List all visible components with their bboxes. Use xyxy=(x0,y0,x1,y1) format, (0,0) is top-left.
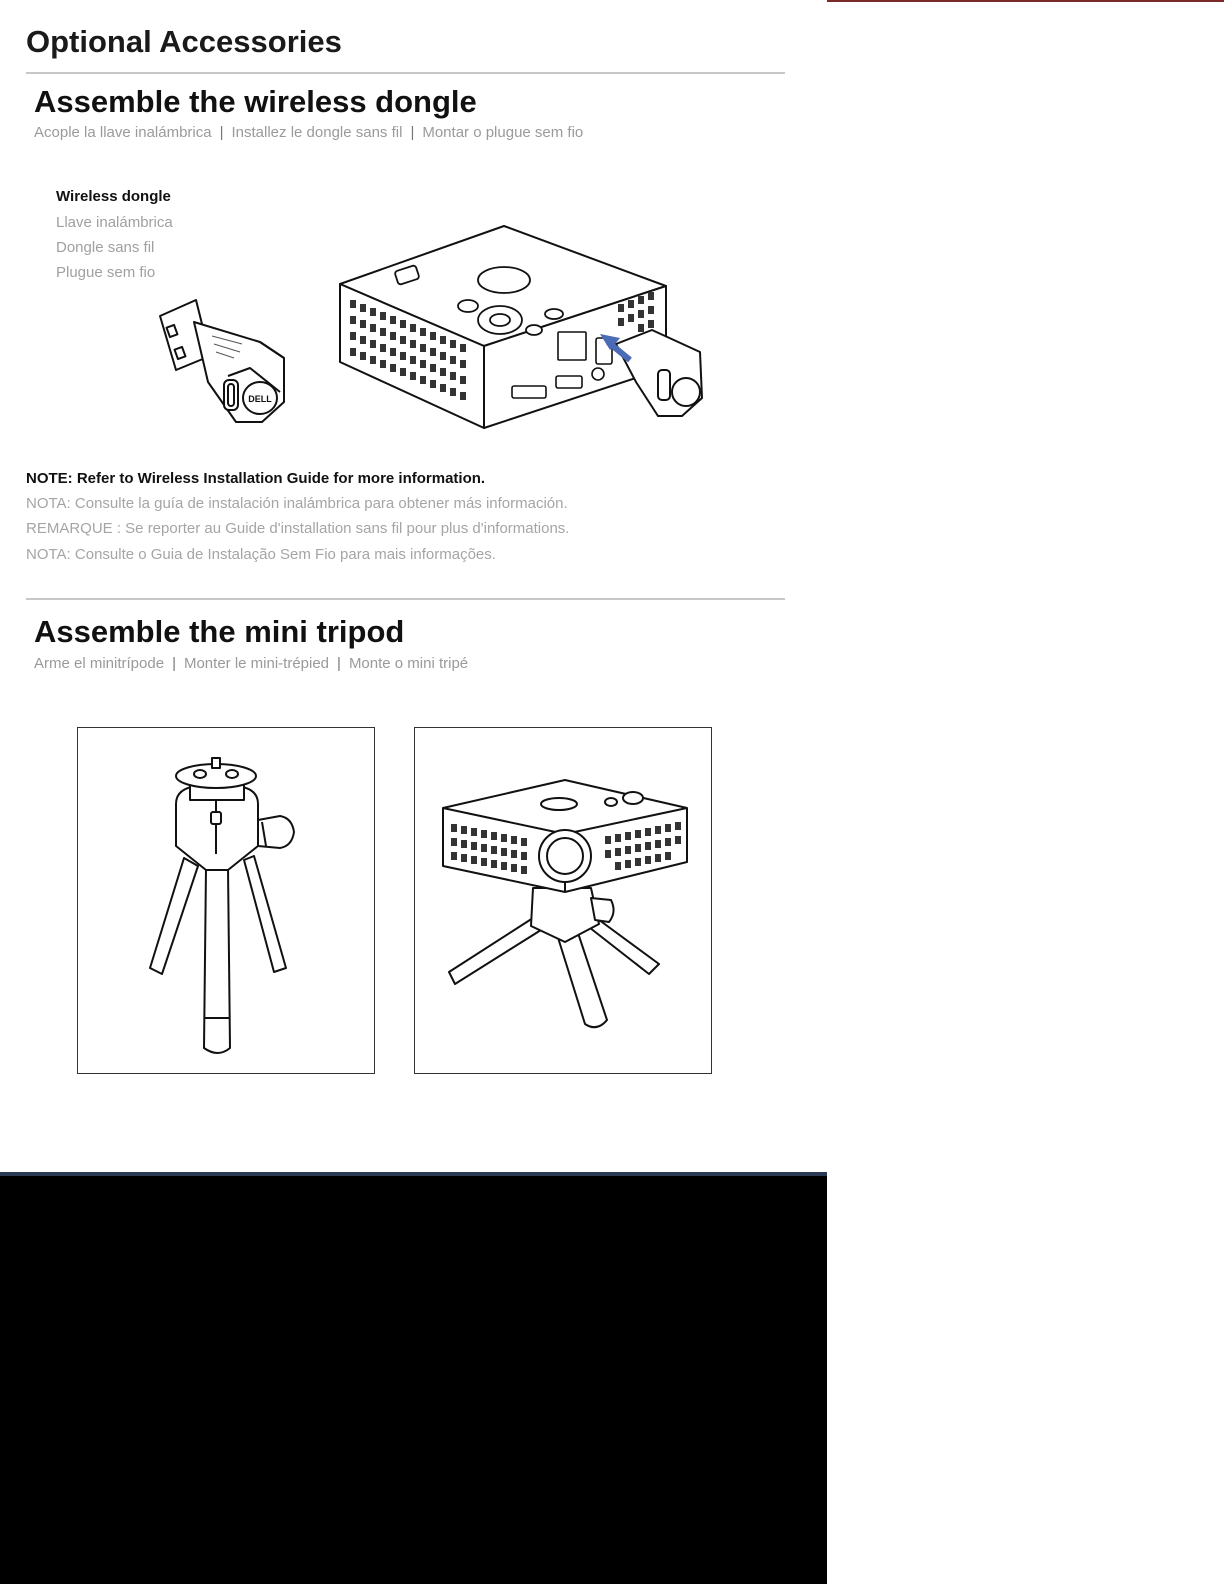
note-fr: REMARQUE : Se reporter au Guide d'installation sans fil pour plus d'informations. xyxy=(26,520,570,537)
subtitle-separator: | xyxy=(172,655,176,672)
subtitle-fr: Installez le dongle sans fil xyxy=(231,124,403,141)
subtitle-pt: Montar o plugue sem fio xyxy=(422,124,584,141)
divider xyxy=(26,72,785,74)
subtitle-es: Arme el minitrípode xyxy=(34,655,165,672)
subtitle-es: Acople la llave inalámbrica xyxy=(34,124,212,141)
note-pt: NOTA: Consulte o Guia de Instalação Sem Fio para mais informações. xyxy=(26,546,496,563)
dongle-label-es: Llave inalámbrica xyxy=(56,214,173,231)
scan-background xyxy=(0,1176,827,1584)
tripod-icon xyxy=(78,728,374,1073)
subtitle-separator: | xyxy=(337,655,341,672)
dongle-label-en: Wireless dongle xyxy=(56,188,171,205)
tripod-section-subtitle xyxy=(34,655,468,672)
page-heading: Optional Accessories xyxy=(26,24,342,59)
dongle-label-fr: Dongle sans fil xyxy=(56,239,155,256)
subtitle-separator: | xyxy=(410,124,415,141)
subtitle-pt: Monte o mini tripé xyxy=(348,655,469,672)
dongle-label-pt: Plugue sem fio xyxy=(56,264,156,281)
note-es: NOTA: Consulte la guía de instalación inalámbrica para obtener más información. xyxy=(26,495,568,512)
projector-on-tripod-icon xyxy=(415,728,711,1073)
divider xyxy=(26,598,785,600)
scan-edge xyxy=(827,0,1224,2)
projector-tripod-figure-frame xyxy=(414,727,712,1074)
dongle-brand-logo: DELL xyxy=(248,394,272,404)
dongle-section-title: Assemble the wireless dongle xyxy=(34,84,477,119)
tripod-section-title: Assemble the mini tripod xyxy=(34,614,405,649)
projector-with-dongle-icon xyxy=(336,222,712,430)
note-en: NOTE: Refer to Wireless Installation Guide for more information. xyxy=(26,470,486,487)
tripod-figure-frame xyxy=(77,727,375,1074)
dongle-section-subtitle xyxy=(34,124,583,141)
subtitle-separator: | xyxy=(219,124,224,141)
subtitle-fr: Monter le mini-trépied xyxy=(183,655,330,672)
usb-dongle-icon xyxy=(150,296,300,428)
